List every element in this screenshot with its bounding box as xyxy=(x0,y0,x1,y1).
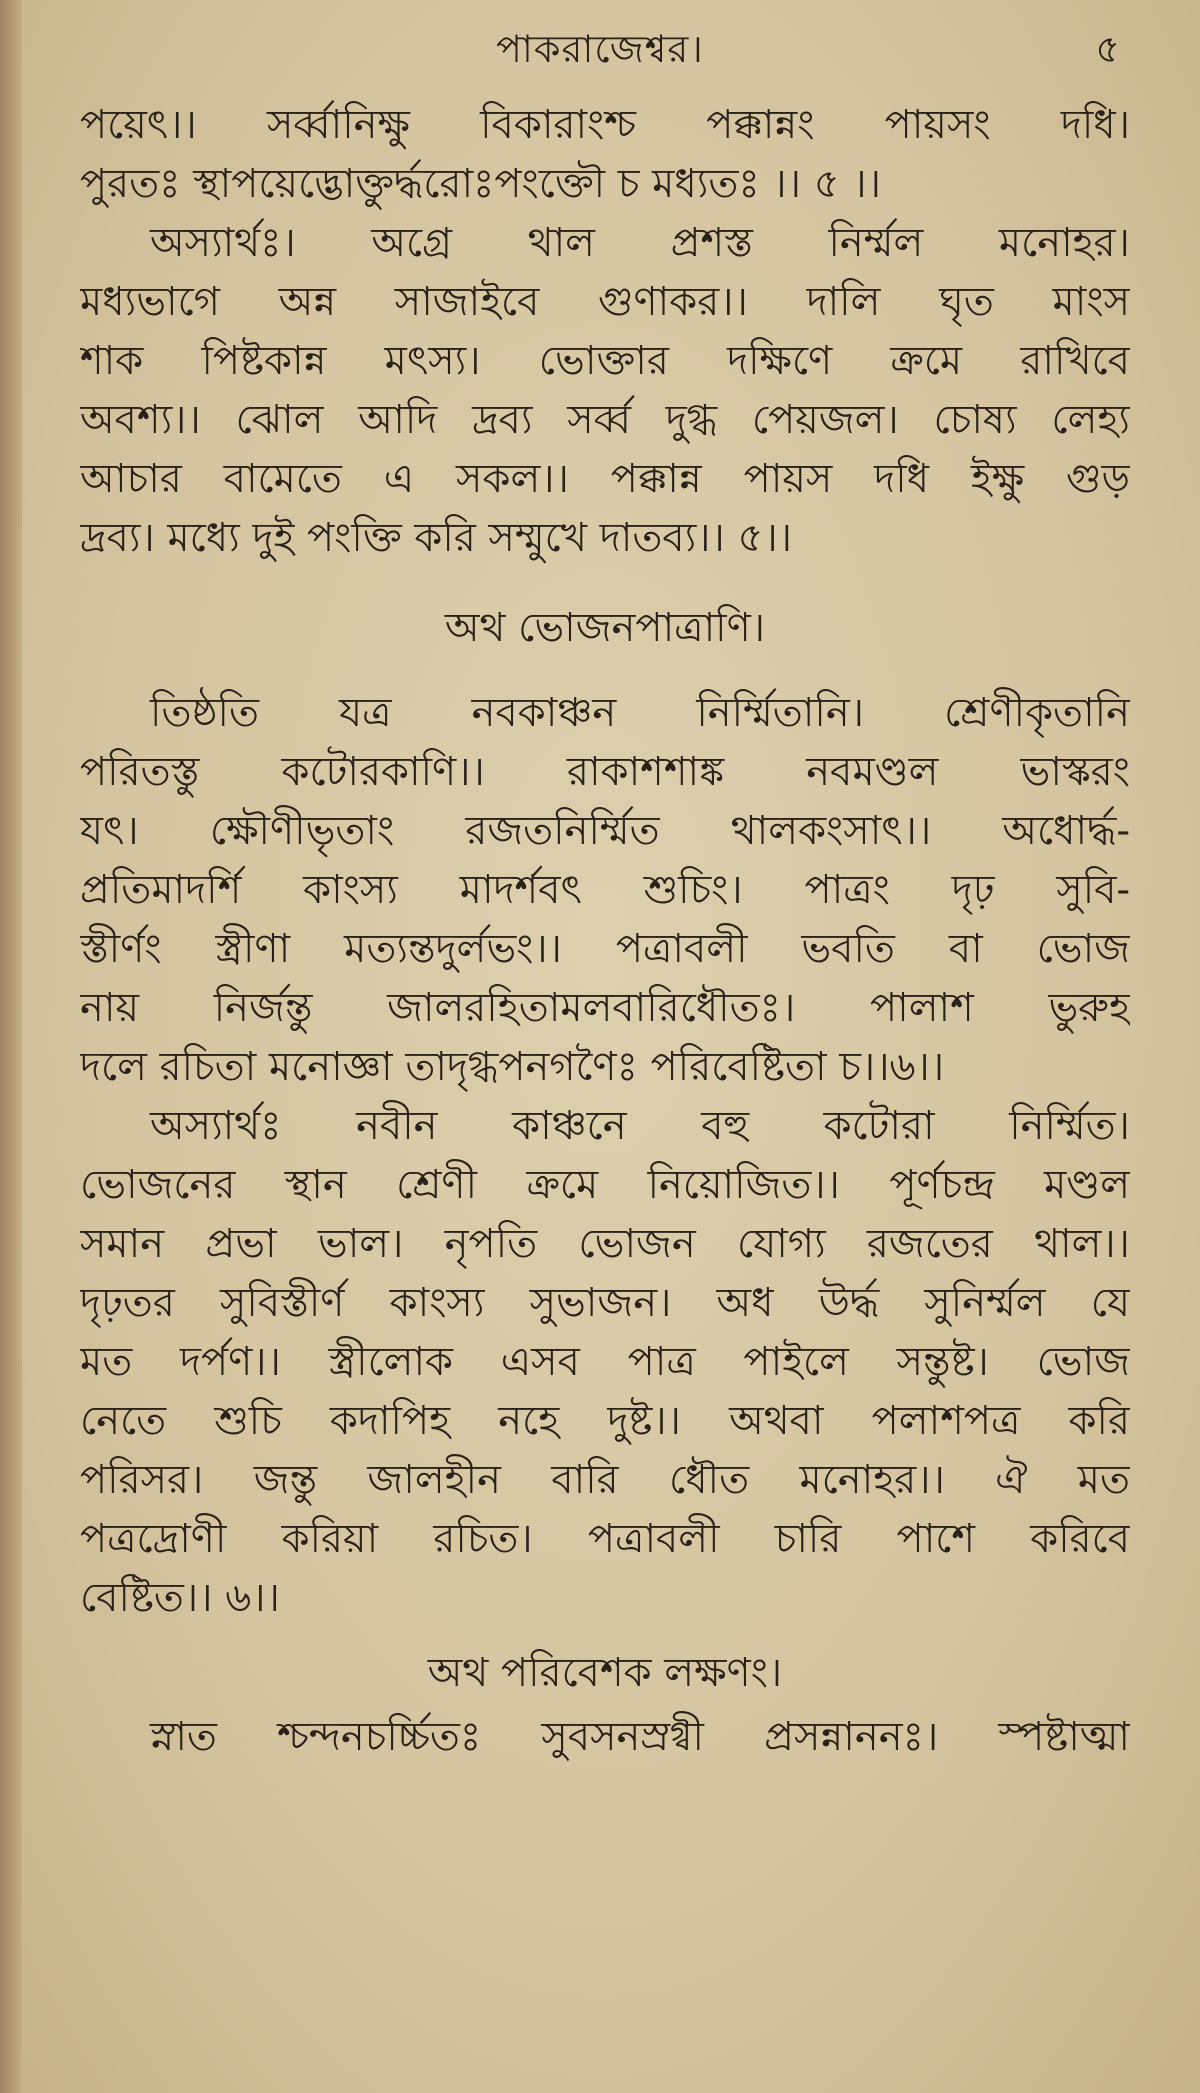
text-line: স্নাত শ্চন্দনচর্চ্চিতঃ সুবসনস্রগ্বী প্রসন্নাননঃ। স্পষ্টাত্মা xyxy=(150,1714,1130,1760)
text-line: পত্রদ্রোণী করিয়া রচিত। পত্রাবলী চারি পাশে করিবে xyxy=(80,1516,1130,1562)
text-line: সমান প্রভা ভাল। নৃপতি ভোজন যোগ্য রজতের থাল।। xyxy=(80,1221,1130,1267)
text-line: দ্রব্য। মধ্যে দুই পংক্তি করি সম্মুখে দাতব্য।। ৫।। xyxy=(80,515,793,561)
verse-six-sanskrit xyxy=(80,684,1130,1097)
text-line: পুরতঃ স্থাপয়েদ্ভোক্তুর্দ্ধরোঃপংক্তৌ চ মধ্যতঃ ।। ৫ ।। xyxy=(80,161,882,207)
text-line: আচার বামেতে এ সকল।। পক্কান্ন পায়স দধি ইক্ষু গুড় xyxy=(80,456,1130,502)
text-line: পরিসর। জন্তু জালহীন বারি ধৌত মনোহর।। ঐ মত xyxy=(80,1457,1130,1503)
text-line: দৃঢ়তর সুবিস্তীর্ণ কাংস্য সুভাজন। অধ উর্দ্ধ সুনির্ম্মল যে xyxy=(80,1280,1130,1326)
text-line: দলে রচিতা মনোজ্ঞা তাদৃগ্ধপনগণৈঃ পরিবেষ্টিতা চ।।৬।। xyxy=(80,1044,945,1090)
text-line: স্তীর্ণং স্ত্রীণা মত্যন্তদুর্লভং।। পত্রাবলী ভবতি বা ভোজ xyxy=(80,926,1130,972)
verse-seven-sanskrit xyxy=(80,1708,1130,1767)
text-line: অস্যার্থঃ নবীন কাঞ্চনে বহু কটোরা নির্ম্মিত। xyxy=(150,1103,1130,1149)
text-line: অবশ্য।। ঝোল আদি দ্রব্য সর্ব্ব দুগ্ধ পেয়জল। চোষ্য লেহ্য xyxy=(80,397,1130,443)
page-header xyxy=(0,14,1200,70)
binding-edge xyxy=(0,0,22,2093)
section-title-vessels: অথ ভোজনপাত্রাণি। xyxy=(444,605,766,651)
text-line: বেষ্টিত।। ৬।। xyxy=(80,1575,280,1621)
text-line: প্রতিমাদর্শি কাংস্য মাদর্শবৎ শুচিং। পাত্রং দৃঢ় সুবি- xyxy=(80,867,1130,913)
text-line: নায় নির্জন্তু জালরহিতামলবারিধৌতঃ। পালাশ ভুরুহ xyxy=(80,985,1130,1031)
text-line: পরিতস্তু কটোরকাণি।। রাকাশশাঙ্ক নবমণ্ডল ভাস্করং xyxy=(80,749,1130,795)
verse-five-meaning xyxy=(80,214,1130,568)
text-line: যৎ। ক্ষৌণীভৃতাং রজতনির্ম্মিত থালকংসাৎ।। অধোর্দ্ধ- xyxy=(80,808,1130,854)
text-line: পয়েৎ।। সর্ব্বানিক্ষু বিকারাংশ্চ পক্কান্নং পায়সং দধি। xyxy=(80,102,1130,148)
text-line: ভোজনের স্থান শ্রেণী ক্রমে নিয়োজিত।। পূর্ণচন্দ্র মণ্ডল xyxy=(80,1162,1130,1208)
text-line: মধ্যভাগে অন্ন সাজাইবে গুণাকর।। দালি ঘৃত মাংস xyxy=(80,279,1130,325)
verse-six-meaning xyxy=(80,1097,1130,1628)
section-title-server: অথ পরিবেশক লক্ষণং। xyxy=(427,1650,783,1696)
page-number: ৫ xyxy=(1095,27,1120,71)
verse-five-sanskrit xyxy=(80,96,1130,214)
text-line: নেতে শুচি কদাপিহ নহে দুষ্ট।। অথবা পলাশপত্র করি xyxy=(80,1398,1130,1444)
text-line: মত দর্পণ।। স্ত্রীলোক এসব পাত্র পাইলে সন্তুষ্ট। ভোজ xyxy=(80,1339,1130,1385)
running-head: পাকরাজেশ্বর। xyxy=(496,27,704,71)
body-text xyxy=(80,96,1130,1767)
text-line: অস্যার্থঃ। অগ্রে থাল প্রশস্ত নির্ম্মল মনোহর। xyxy=(150,220,1130,266)
text-line: তিষ্ঠতি যত্র নবকাঞ্চন নির্ম্মিতানি। শ্রেণীকৃতানি xyxy=(150,690,1130,736)
text-line: শাক পিষ্টকান্ন মৎস্য। ভোক্তার দক্ষিণে ক্রমে রাখিবে xyxy=(80,338,1130,384)
